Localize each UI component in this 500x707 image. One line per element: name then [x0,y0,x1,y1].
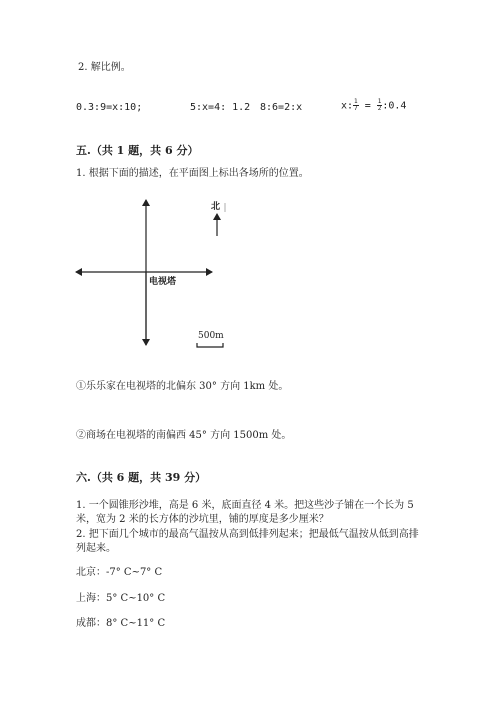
section-6-q2-line-2: 列起来。 [76,543,116,554]
scale-bar [197,343,223,347]
eq4-equals: = [358,100,377,112]
city-chengdu: 成都：8° C~11° C [76,618,166,629]
eq4-left: x: [341,100,354,112]
section-6-title: 六.（共 6 题，共 39 分） [76,471,207,484]
section-5-item-1: ①乐乐家在电视塔的北偏东 30° 方向 1km 处。 [76,381,289,392]
section-5-title: 五.（共 1 题，共 6 分） [76,144,199,157]
section-6-q1-line-2: 米，宽为 2 米的长方体的沙坑里，铺的厚度是多少厘米？ [76,514,329,525]
ratio-equation-2: 5:x=4: 1.2 [190,102,251,113]
city-beijing: 北京：-7° C~7° C [76,567,163,578]
ratio-equation-3: 8:6=2:x [260,102,303,113]
section-5-question-1: 1. 根据下面的描述，在平面图上标出各场所的位置。 [76,168,309,179]
section-5-item-2: ②商场在电视塔的南偏西 45° 方向 1500m 处。 [76,430,292,441]
tv-tower-label: 电视塔 [149,277,177,287]
fraction-one-half: $\frac{1}{2}$ [377,98,382,112]
section-6-q1-line-1: 1. 一个圆锥形沙堆，高是 6 米，底面直径 4 米。把这些沙子铺在一个长为 5 [76,500,414,511]
section-6-q2-line-1: 2. 把下面几个城市的最高气温按从高到低排列起来；把最低气温按从低到高排 [76,529,419,540]
scale-label: 500m [198,331,224,341]
ratio-equation-1: 0.3:9=x:10; [76,102,143,113]
north-label: 北 [211,202,221,212]
city-shanghai: 上海：5° C~10° C [76,593,166,604]
question-label: 2. 解比例。 [78,62,131,73]
fraction-one-seventh: $\frac{1}{7}$ [354,98,358,112]
eq4-right: :0.4 [382,100,407,112]
